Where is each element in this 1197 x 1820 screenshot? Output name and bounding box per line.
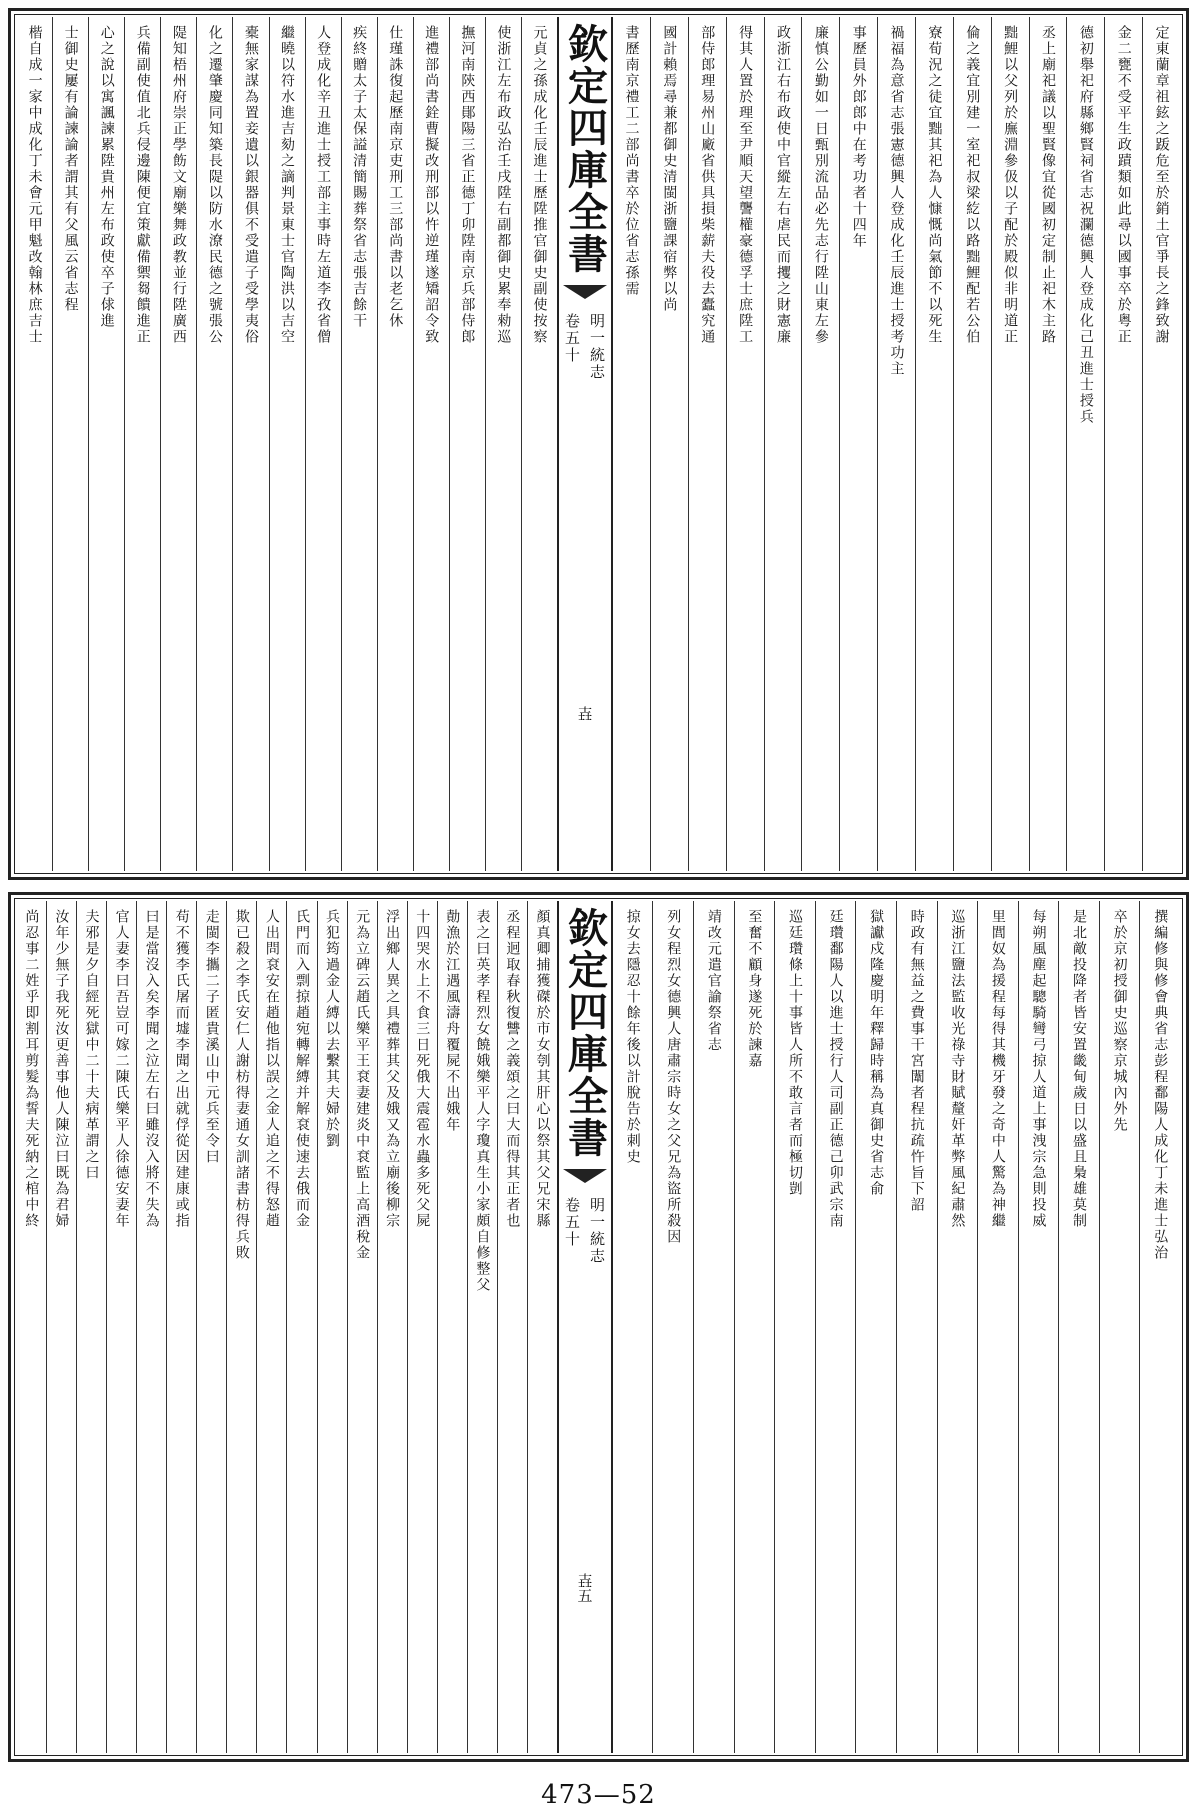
fish-tail-mark <box>563 285 607 299</box>
text-column: 廉慎公勤如一日甄別流品必先志行陞山東左參 <box>801 17 839 871</box>
text-column: 定東蘭章祖鉉之䟦危至於銷土官爭長之鋒致謝 <box>1142 17 1180 871</box>
book-volume-label <box>562 313 608 381</box>
text-column: 事歷員外郎郎中在考功者十四年 <box>839 17 877 871</box>
text-column: 時政有無益之費事干宮闈者程抗疏忤旨下詔 <box>896 901 937 1753</box>
text-column: 是北敵投降者皆安置畿甸歲日以盛且梟雄莫制 <box>1058 901 1099 1753</box>
text-column: 巡浙江鹽法監收光祿寺財賦釐奸革弊風紀肅然 <box>937 901 978 1753</box>
text-column: 巡廷瓚條上十事皆人所不敢言者而極切剴 <box>774 901 815 1753</box>
text-column: 汝年少無子我死汝更善事他人陳泣曰既為君婦 <box>46 901 76 1753</box>
text-column: 至奮不顧身遂死於諫嘉 <box>734 901 775 1753</box>
text-column: 倫之義宜別建一室祀叔梁紇以路黜鯉配若公伯 <box>953 17 991 871</box>
top-page-panel <box>8 8 1189 880</box>
text-column: 使浙江左布政弘治壬戌陞右副都御史累奉勑巡 <box>485 17 521 871</box>
collection-title: 欽定四庫全書 <box>561 23 609 275</box>
text-column: 禍福為意省志張憲德興人登成化壬辰進士授考功主 <box>877 17 915 871</box>
text-column: 廷瓚鄱陽人以進士授行人司副正德己卯武宗南 <box>815 901 856 1753</box>
text-column: 苟不獲李氏屠而墟李聞之出就俘從因建康或指 <box>166 901 196 1753</box>
text-column: 隄知梧州府崇正學飭文廟樂舞政教並行陞廣西 <box>160 17 196 871</box>
book-volume-label <box>562 1197 608 1265</box>
text-column: 尚忍事二姓乎即割耳剪髮為誓夫死納之棺中終 <box>23 909 40 1229</box>
text-column: 表之曰英孝程烈女饒娥樂平人字瓊真生小家頗自修整父 <box>467 901 497 1753</box>
text-column: 楷自成一家中成化丁未會元甲魁改翰林庶吉士 <box>26 25 43 345</box>
text-column: 欺已殺之李氏安仁人謝枋得妻通女訓諸書枋得兵敗 <box>226 901 256 1753</box>
text-column: 橐無家謀為置妾遺以銀器俱不受遣子受學夷俗 <box>232 17 268 871</box>
fish-tail-mark <box>563 1169 607 1183</box>
bottom-page-panel <box>8 892 1189 1762</box>
text-column: 氏門而入剽掠趙宛轉解縛并解袞使速去俄而金 <box>286 901 316 1753</box>
text-column: 元貞之孫成化壬辰進士歷陞推官御史副使按察 <box>521 17 557 871</box>
text-column: 列女程烈女德興人唐肅宗時女之父兄為盜所殺因 <box>652 901 693 1753</box>
text-column: 撫河南陝西鄖陽三省正德丁卯陞南京兵部侍郎 <box>449 17 485 871</box>
text-column: 撰編修與修會典省志彭程鄱陽人成化丁未進士弘治 <box>1139 901 1180 1753</box>
center-gutter <box>557 901 613 1753</box>
text-column: 里閭奴為援程每得其機牙發之奇中人驚為神繼 <box>977 901 1018 1753</box>
text-column: 走閩李攜二子匿貴溪山中元兵至令曰 <box>196 901 226 1753</box>
text-column: 丞上廟祀議以聖賢像宜從國初定制止祀木主路 <box>1029 17 1067 871</box>
bottom-left-column-block <box>17 901 557 1753</box>
text-column: 書歷南京禮工二部尚書卒於位省志孫需 <box>623 25 640 297</box>
book-title: 明一統志 <box>588 1197 606 1265</box>
book-title: 明一統志 <box>588 313 606 381</box>
volume-number: 卷五十 <box>563 1197 581 1248</box>
text-column: 仕瑾誅復起歷南京吏刑工三部尚書以老乞休 <box>377 17 413 871</box>
text-column: 心之說以寓諷諫累陞貴州左布政使卒子俅進 <box>88 17 124 871</box>
text-column: 掠女去隱忍十餘年後以計脫告於刺史 <box>624 909 641 1165</box>
text-column: 勣漁於江遇風濤舟覆屍不出娥年 <box>437 901 467 1753</box>
text-column: 國計賴焉尋兼都御史清閩浙鹽課宿弊以尚 <box>650 17 688 871</box>
text-column: 黜鯉以父列於廡淵參伋以子配於殿似非明道正 <box>991 17 1029 871</box>
text-column: 化之遷肇慶同知築長隄以防水潦民德之號張公 <box>196 17 232 871</box>
text-column: 獄讞戍隆慶明年釋歸時稱為真御史省志俞 <box>855 901 896 1753</box>
volume-number: 卷五十 <box>563 313 581 364</box>
text-column: 兵犯筠過金人縛以去繫其夫婦於劉 <box>317 901 347 1753</box>
text-column: 疾終贈太子太保謚清簡賜葬祭省志張吉餘干 <box>341 17 377 871</box>
text-column: 每朔風塵起驄騎彎弓掠人道上事洩宗急則投威 <box>1018 901 1059 1753</box>
text-column: 進禮部尚書銓曹擬改刑部以忤逆瑾遂矯詔令致 <box>413 17 449 871</box>
text-column: 卒於京初授御史巡察京城內外先 <box>1099 901 1140 1753</box>
collection-title: 欽定四庫全書 <box>561 907 609 1159</box>
text-column: 寮荀況之徒宜黜其祀為人慷慨尚氣節不以死生 <box>915 17 953 871</box>
text-column: 夫邪是夕自經死獄中二十夫病革謂之曰 <box>76 901 106 1753</box>
text-column: 人出問袞安在趙他指以誤之金人追之不得怒趙 <box>256 901 286 1753</box>
text-column: 曰是當沒入矣李聞之泣左右曰雖沒入將不失為 <box>136 901 166 1753</box>
text-column: 靖改元遣官諭祭省志 <box>693 901 734 1753</box>
text-column: 部侍郎理易州山廠省供具損柴薪夫役去蠹究通 <box>688 17 726 871</box>
text-column: 官人妻李曰吾豈可嫁二陳氏樂平人徐德安妻年 <box>106 901 136 1753</box>
text-column: 兵備副使值北兵侵邊陳便宜策獻備禦芻饋進正 <box>124 17 160 871</box>
center-gutter <box>557 17 613 871</box>
page-number: 473—52 <box>541 1780 656 1810</box>
text-column: 元為立碑云趙氏樂平王袞妻建炎中袞監上高酒稅金 <box>347 901 377 1753</box>
text-column: 浮出鄉人異之具禮葬其父及娥又為立廟後柳宗 <box>377 901 407 1753</box>
top-left-column-block <box>17 17 557 871</box>
text-column: 顏真卿捕獲磔於市女刳其肝心以祭其父兄宋縣 <box>527 901 557 1753</box>
text-column: 士御史屢有論諫論者謂其有父風云省志程 <box>52 17 88 871</box>
folio-number: 壵 <box>575 706 594 721</box>
text-column: 繼曉以符水進吉劾之謫判景東士官陶洪以吉空 <box>269 17 305 871</box>
text-column: 德初舉祀府縣鄉賢祠省志祝瀾德興人登成化己丑進士授兵 <box>1066 17 1104 871</box>
text-column: 金二甕不受平生政蹟類如此尋以國事卒於粤正 <box>1104 17 1142 871</box>
text-column: 人登成化辛丑進士授工部主事時左道李孜省僧 <box>305 17 341 871</box>
text-column: 得其人置於理至尹順天望讋權豪德孚士庶陞工 <box>726 17 764 871</box>
text-column: 十四哭水上不食三日死俄大震雹水蟲多死父屍 <box>407 901 437 1753</box>
text-column: 政浙江右布政使中官縱左右虐民而攫之財憲廉 <box>764 17 802 871</box>
text-column: 丞程迥取春秋復讐之義頌之曰大而得其正者也 <box>497 901 527 1753</box>
bottom-right-column-block <box>613 901 1180 1753</box>
top-right-column-block <box>613 17 1180 871</box>
folio-number: 壵五 <box>575 1573 594 1603</box>
